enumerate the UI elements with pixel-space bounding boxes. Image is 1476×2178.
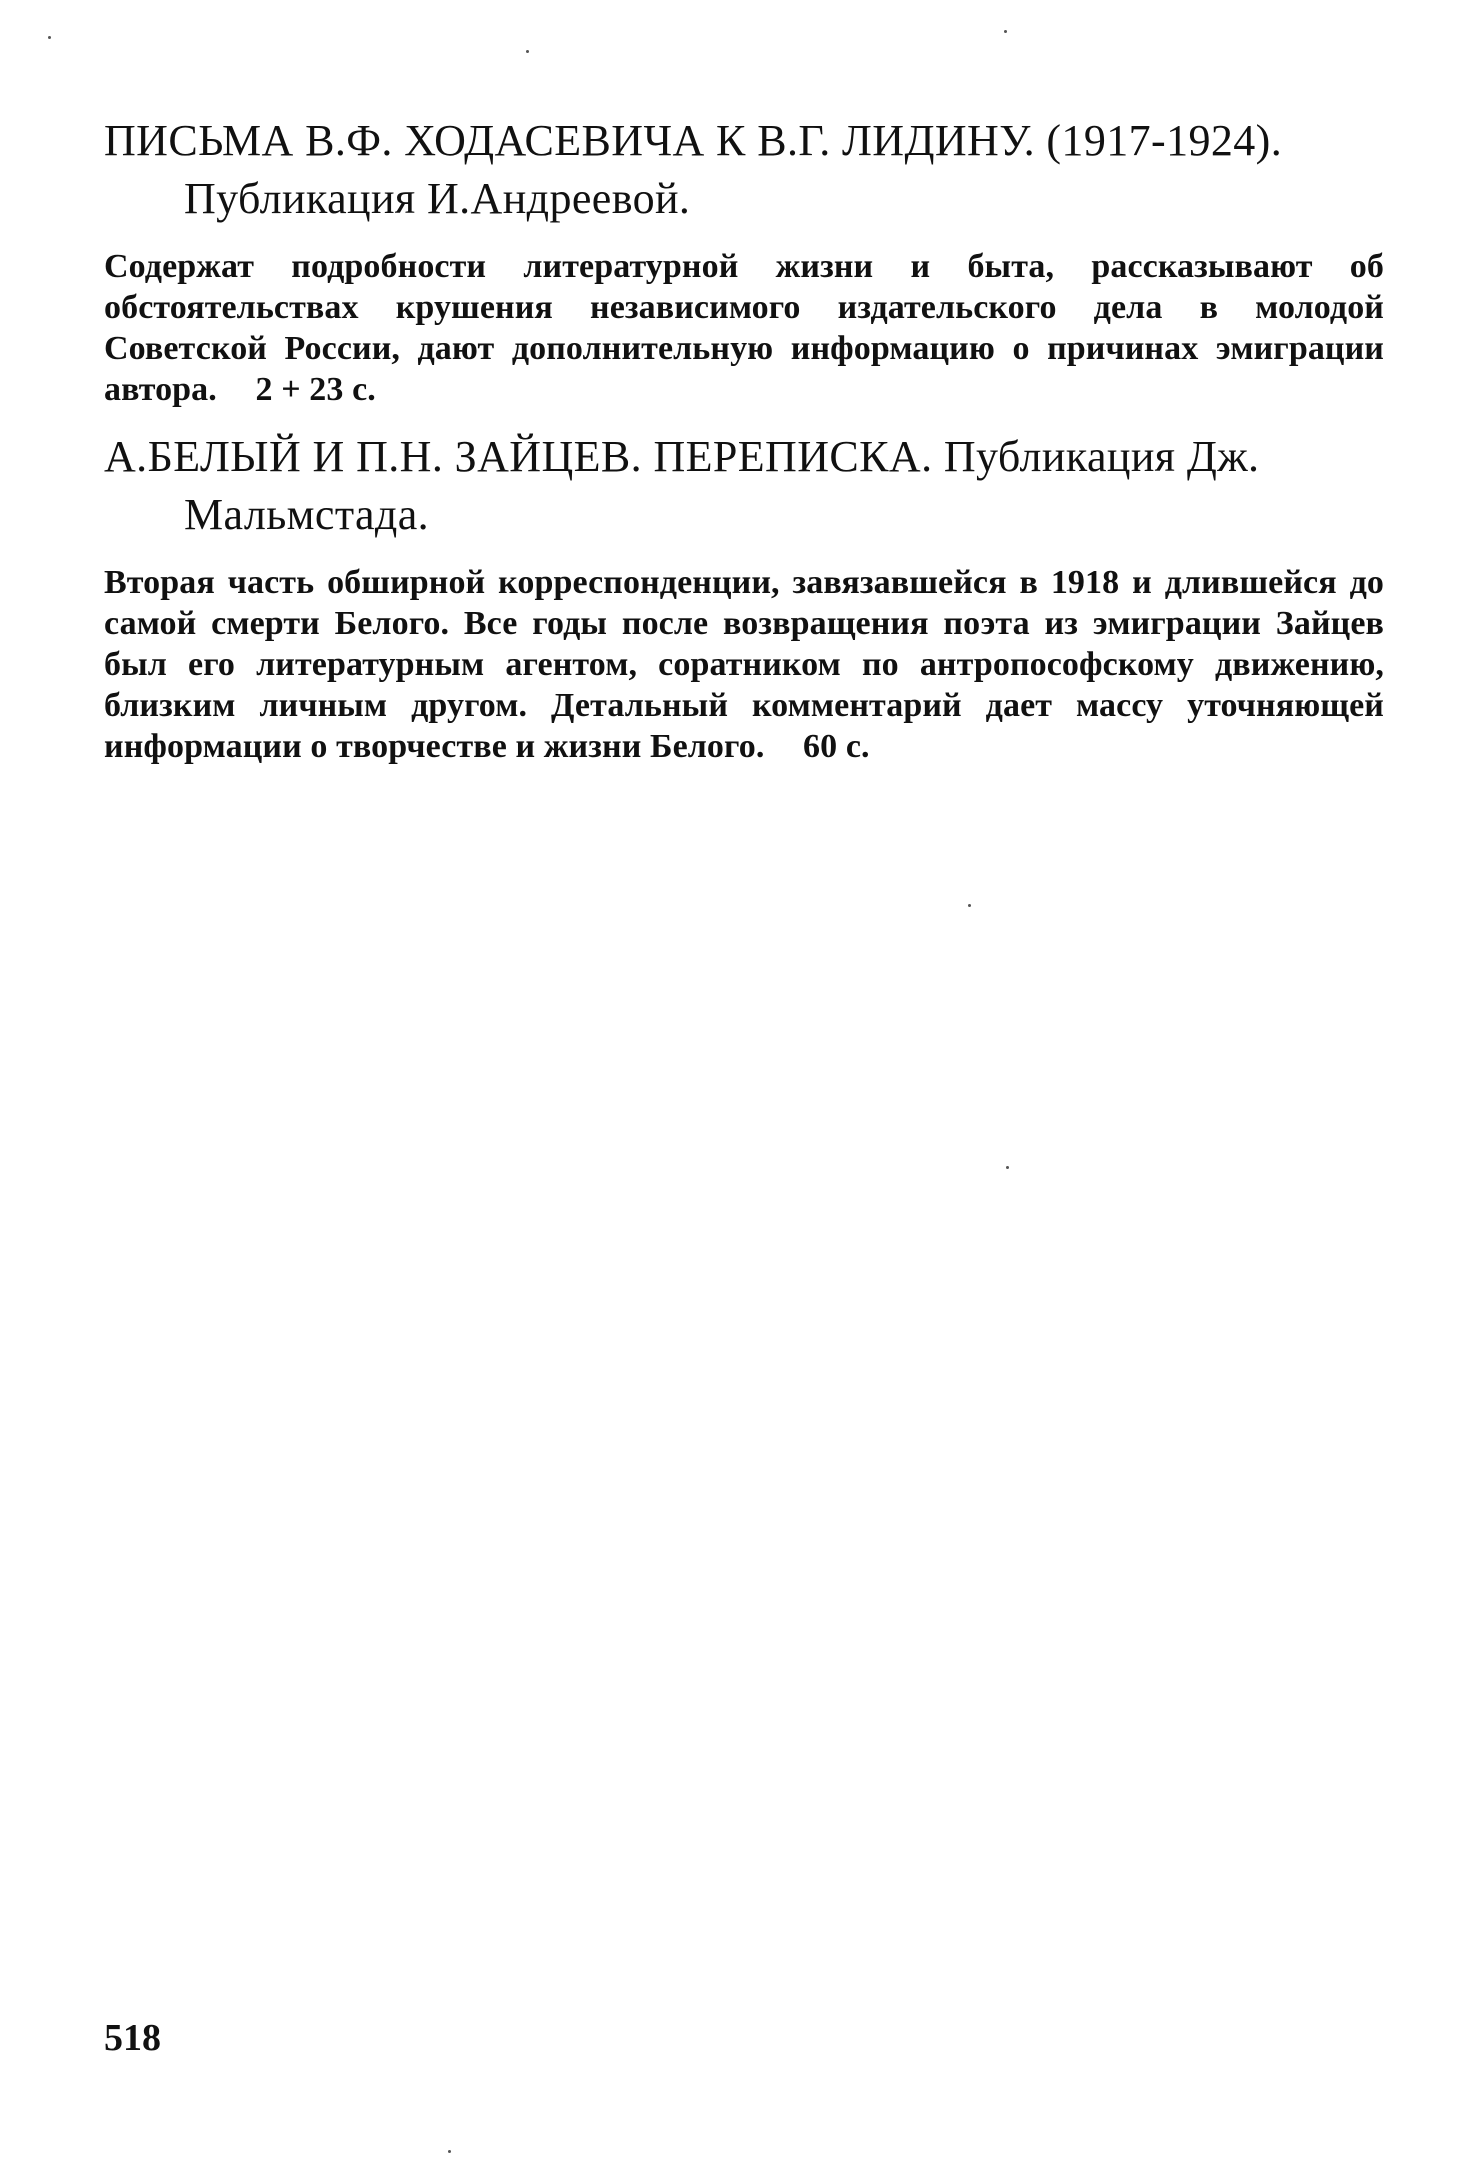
scan-speck (1004, 30, 1007, 33)
entry-title (104, 112, 1384, 228)
entry-bely-zaitsev (104, 428, 1384, 767)
page-content (104, 112, 1384, 785)
scan-speck (448, 2150, 451, 2153)
page-number: 518 (104, 2017, 161, 2059)
scan-speck (1006, 1166, 1009, 1169)
entry-title-line1: А.БЕЛЫЙ И П.Н. ЗАЙЦЕВ. ПЕРЕПИСКА. Публикация Дж. (104, 432, 1260, 481)
entry-title (104, 428, 1384, 544)
entry-description (104, 562, 1384, 767)
entry-page-count: 60 с. (803, 728, 870, 765)
entry-page-count: 2 + 23 с. (255, 371, 376, 408)
entry-description (104, 246, 1384, 410)
entry-title-line2: Мальмстада. (184, 490, 430, 539)
entry-khodasevich-lidin (104, 112, 1384, 410)
entry-description-text: Содержат подробности литературной жизни и быта, рассказывают об обстоятельствах крушения независимого издательского дела в молодой Советской России, дают дополнительную информацию о причинах эмиграции автора. (104, 248, 1384, 408)
scan-speck (968, 904, 971, 907)
entry-title-line2: Публикация И.Андреевой. (184, 174, 691, 223)
entry-title-line1: ПИСЬМА В.Ф. ХОДАСЕВИЧА К В.Г. ЛИДИНУ. (1917-1924). (104, 116, 1283, 165)
scan-speck (48, 36, 51, 39)
entry-description-text: Вторая часть обширной корреспонденции, завязавшейся в 1918 и длившейся до самой смерти Белого. Все годы после возвращения поэта из эмиграции Зайцев был его литературным агентом, соратником по антропософскому движению, близким личным другом. Детальный комментарий дает массу уточняющей информации о творчестве и жизни Белого. (104, 564, 1384, 765)
scan-speck (526, 50, 529, 53)
